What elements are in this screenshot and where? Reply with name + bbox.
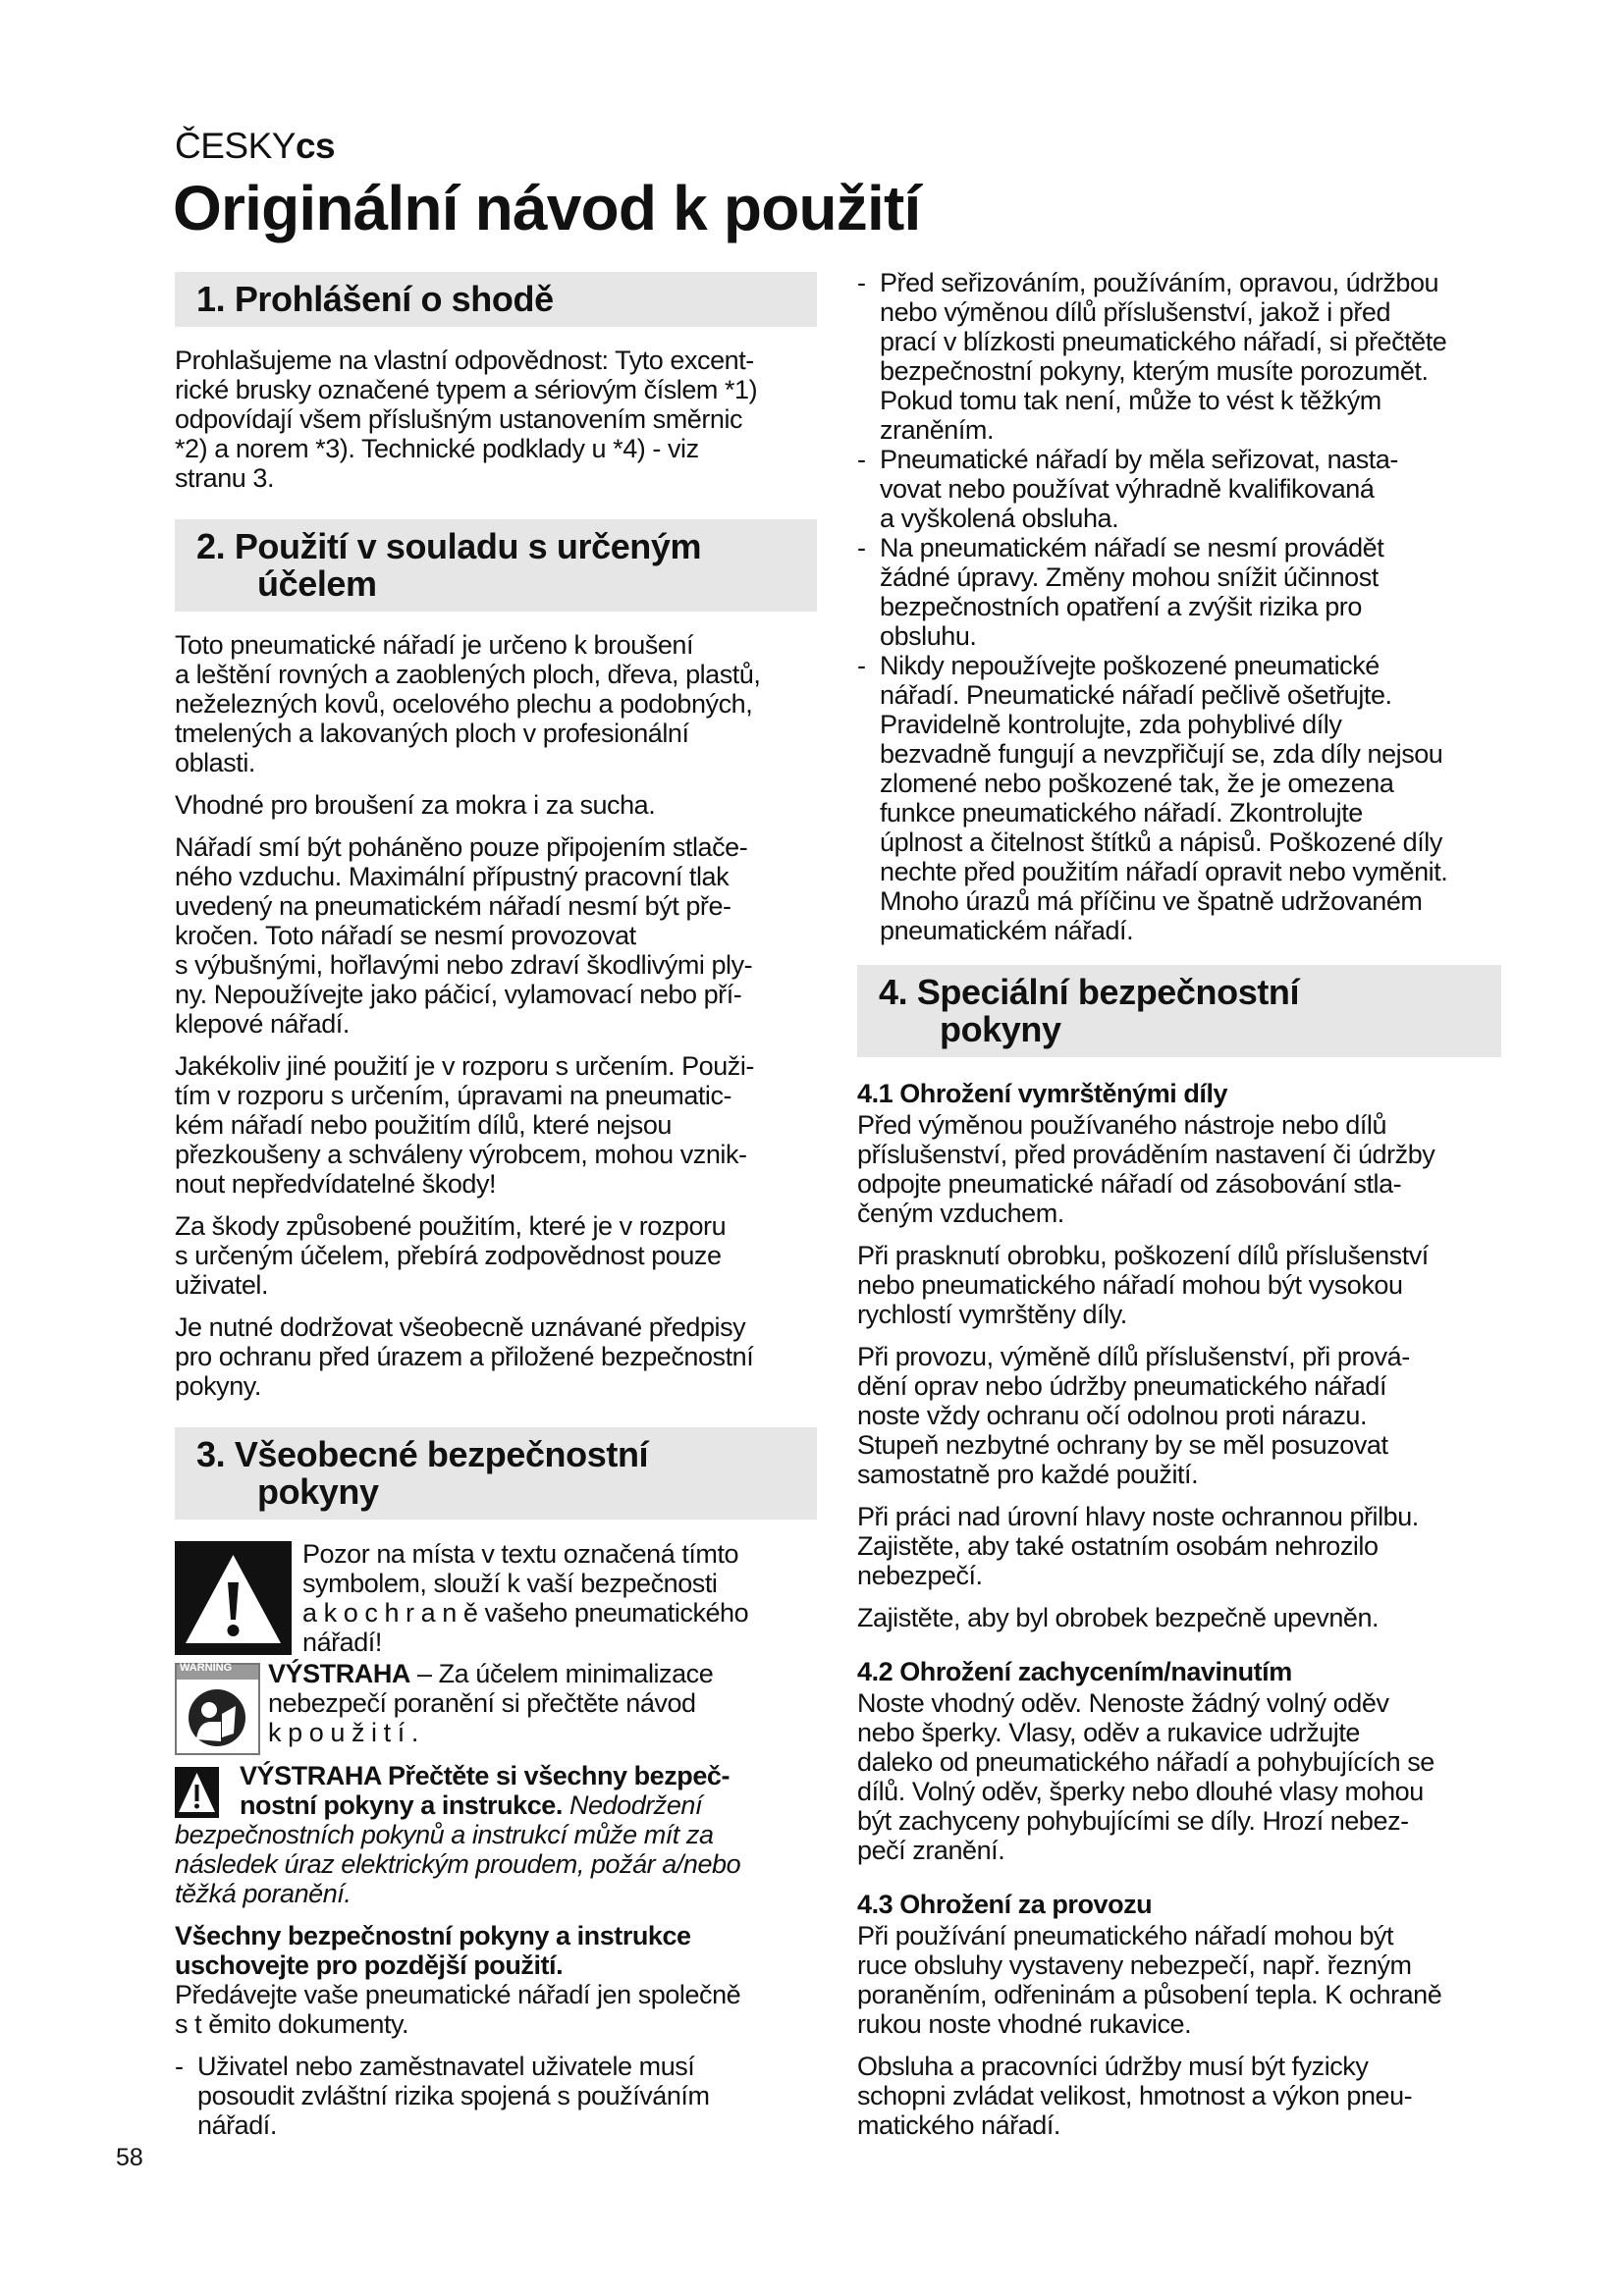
text-line: být zachyceny pohybujícími se díly. Hrozí nebez- bbox=[857, 1806, 1409, 1836]
text-line: neželezných kovů, ocelového plechu a podobných, bbox=[175, 689, 753, 719]
text-line: pro ochranu před úrazem a přiložené bezpečnostní bbox=[175, 1342, 754, 1371]
symbol-note-text bbox=[302, 1539, 748, 1657]
subsection-4-1-heading: 4.1 Ohrožení vymrštěnými díly bbox=[857, 1079, 1228, 1108]
text-line: oblasti. bbox=[175, 748, 255, 777]
text-line: 1. Prohlášení o shodě bbox=[196, 279, 554, 319]
bullet-item bbox=[857, 268, 1501, 445]
warning-read-all bbox=[175, 1761, 817, 1908]
paragraph bbox=[857, 1241, 1501, 1329]
section-2-body bbox=[175, 630, 817, 1401]
warning-heading-line: nostní pokyny a instrukce. bbox=[240, 1790, 563, 1820]
warning-triangle-icon bbox=[175, 1541, 292, 1655]
text-line: ného vzduchu. Maximální přípustný pracovní tlak bbox=[175, 862, 730, 891]
paragraph bbox=[175, 1211, 817, 1300]
warning-text-line: – Za účelem minimalizace bbox=[409, 1659, 714, 1688]
text-line: ruce obsluhy vystaveny nebezpečí, např. řezným bbox=[857, 1950, 1412, 1980]
bullet-dash: - bbox=[175, 2052, 184, 2081]
subsection-4-2-heading: 4.2 Ohrožení zachycením/navinutím bbox=[857, 1657, 1292, 1686]
bullet-item bbox=[857, 533, 1501, 651]
paragraph bbox=[857, 1342, 1501, 1489]
text-line: a k o c h r a n ě vašeho pneumatického bbox=[302, 1598, 749, 1628]
warning-read-manual bbox=[175, 1659, 817, 1761]
warning-text-line: k p o u ž i t í . bbox=[268, 1718, 418, 1747]
subsection-4-2-body bbox=[857, 1688, 1501, 1865]
text-line: obsluhu. bbox=[880, 621, 977, 651]
page-number: 58 bbox=[116, 2144, 143, 2171]
text-line: čeným vzduchem. bbox=[857, 1199, 1064, 1228]
warning-heading-line: VÝSTRAHA Přečtěte si všechny bezpeč- bbox=[240, 1761, 730, 1790]
text-line: Jakékoliv jiné použití je v rozporu s určením. Použi- bbox=[175, 1051, 754, 1081]
text-line: dění oprav nebo údržby pneumatického nářadí bbox=[857, 1371, 1387, 1401]
bullet-item bbox=[857, 651, 1501, 945]
text-line: příslušenství, před prováděním nastavení či údržby bbox=[857, 1140, 1435, 1169]
text-line: posoudit zvláštní rizika spojená s používáním bbox=[197, 2081, 710, 2110]
text-line: symbolem, slouží k vaší bezpečnosti bbox=[302, 1569, 718, 1598]
bullet-dash: - bbox=[857, 445, 866, 474]
text-line: zlomené nebo poškozené tak, že je omezena bbox=[880, 769, 1394, 798]
text-line: a leštění rovných a zaoblených ploch, dřeva, plastů, bbox=[175, 660, 761, 689]
text-line: uschovejte pro pozdější použití. bbox=[175, 1950, 564, 1980]
warning-badge-text: WARNING bbox=[180, 1662, 233, 1674]
text-line: 3. Všeobecné bezpečnostní bbox=[196, 1434, 649, 1474]
text-line: žádné úpravy. Změny mohou snížit účinnost bbox=[880, 562, 1379, 592]
text-line: noste vždy ochranu očí odolnou proti nárazu. bbox=[857, 1401, 1368, 1430]
text-line: vovat nebo používat výhradně kvalifikovaná bbox=[880, 474, 1375, 504]
text-line: rukou noste vhodné rukavice. bbox=[857, 2009, 1192, 2039]
text-line: nebo výměnou dílů příslušenství, jakož i před bbox=[880, 297, 1391, 327]
right-bullet-list bbox=[857, 268, 1501, 945]
text-line: Obsluha a pracovníci údržby musí být fyzicky bbox=[857, 2052, 1369, 2081]
left-bullet-list bbox=[175, 2052, 817, 2140]
section-1-body bbox=[175, 346, 817, 493]
warning-italic-line: těžká poranění. bbox=[175, 1879, 352, 1908]
paragraph bbox=[175, 346, 817, 493]
text-line: nechte před použitím nářadí opravit nebo vyměnit. bbox=[880, 857, 1448, 886]
bullet-dash: - bbox=[857, 533, 866, 562]
text-line: zraněním. bbox=[880, 415, 994, 445]
section-4-heading bbox=[857, 965, 1501, 1057]
text-line: a vyškolená obsluha. bbox=[880, 504, 1119, 533]
text-line: Nikdy nepoužívejte poškozené pneumatické bbox=[880, 651, 1380, 680]
text-line: Při prasknutí obrobku, poškození dílů příslušenství bbox=[857, 1241, 1429, 1270]
text-line: nebo pneumatického nářadí mohou být vysokou bbox=[857, 1270, 1403, 1300]
text-line: 4. Speciální bezpečnostní bbox=[879, 972, 1300, 1012]
paragraph bbox=[857, 1603, 1501, 1632]
text-line: pneumatickém nářadí. bbox=[880, 916, 1134, 945]
text-line: bezpečnostních opatření a zvýšit rizika pro bbox=[880, 592, 1362, 621]
language-label bbox=[175, 126, 335, 167]
keep-instructions-text bbox=[175, 1980, 817, 2039]
text-line: daleko od pneumatického nářadí a pohybujících se bbox=[857, 1747, 1435, 1777]
subsection-4-3-body bbox=[857, 1921, 1501, 2140]
text-line: *2) a norem *3). Technické podklady u *4) - viz bbox=[175, 434, 699, 463]
text-line: Pozor na místa v textu označená tímto bbox=[302, 1539, 739, 1569]
text-line: 2. Použití v souladu s určeným bbox=[196, 526, 702, 566]
symbol-note bbox=[175, 1539, 817, 1659]
text-line: prací v blízkosti pneumatického nářadí, si přečtěte bbox=[880, 327, 1447, 356]
text-line: bezvadně fungují a nevzpřičují se, zda díly nejsou bbox=[880, 739, 1443, 769]
warning-italic-line: Nedodržení bbox=[562, 1790, 703, 1820]
text-line: uvedený na pneumatickém nářadí nesmí být pře- bbox=[175, 891, 731, 921]
text-line: Před seřizováním, používáním, opravou, údržbou bbox=[880, 268, 1439, 297]
text-line: s určeným účelem, přebírá zodpovědnost pouze bbox=[175, 1241, 722, 1270]
warning-text-line: nebezpečí poranění si přečtěte návod bbox=[268, 1688, 696, 1718]
text-line: odpojte pneumatické nářadí od zásobování stla- bbox=[857, 1169, 1402, 1199]
warning-label: VÝSTRAHA bbox=[268, 1659, 410, 1688]
text-line: nebezpečí. bbox=[857, 1561, 983, 1590]
text-line: Všechny bezpečnostní pokyny a instrukce bbox=[175, 1921, 691, 1950]
text-line: Stupeň nezbytné ochrany by se měl posuzovat bbox=[857, 1430, 1388, 1460]
bullet-item bbox=[175, 2052, 817, 2140]
text-line: Pokud tomu tak není, může to vést k těžkým bbox=[880, 386, 1381, 415]
text-line: odpovídají všem příslušným ustanovením směrnic bbox=[175, 404, 743, 434]
text-line: Pneumatické nářadí by měla seřizovat, nasta- bbox=[880, 445, 1398, 474]
text-line: Při práci nad úrovní hlavy noste ochrannou přilbu. bbox=[857, 1502, 1419, 1531]
text-line: kém nářadí nebo použitím dílů, které nejsou bbox=[175, 1110, 672, 1140]
paragraph bbox=[175, 832, 817, 1039]
text-line: Mnoho úrazů má příčinu ve špatně udržovaném bbox=[880, 886, 1423, 916]
keep-instructions-heading bbox=[175, 1921, 817, 1980]
paragraph bbox=[175, 1312, 817, 1401]
right-column bbox=[857, 268, 1501, 2153]
left-column bbox=[175, 272, 817, 2140]
language-code: cs bbox=[295, 126, 336, 166]
text-line: Zajistěte, aby také ostatním osobám nehrozilo bbox=[857, 1531, 1379, 1561]
bullet-dash: - bbox=[857, 268, 866, 297]
text-line: nářadí. bbox=[197, 2110, 277, 2140]
text-line: tmelených a lakovaných ploch v profesionální bbox=[175, 719, 689, 748]
text-line: ny. Nepoužívejte jako páčicí, vylamovací nebo pří- bbox=[175, 980, 742, 1009]
bullet-item bbox=[857, 445, 1501, 533]
text-line: nářadí! bbox=[302, 1628, 382, 1657]
text-line: pokyny. bbox=[175, 1371, 261, 1401]
text-line: samostatně pro každé použití. bbox=[857, 1460, 1199, 1489]
text-line: Nářadí smí být poháněno pouze připojením stlače- bbox=[175, 832, 748, 862]
text-line: tím v rozporu s určením, úpravami na pneumatic- bbox=[175, 1081, 732, 1110]
text-line: Vhodné pro broušení za mokra i za sucha. bbox=[175, 790, 656, 820]
paragraph bbox=[175, 1051, 817, 1199]
text-line: pokyny bbox=[257, 1471, 379, 1512]
text-line: poraněním, odřeninám a působení tepla. K ochraně bbox=[857, 1980, 1442, 2009]
text-line: nout nepředvídatelné škody! bbox=[175, 1169, 497, 1199]
paragraph bbox=[857, 1921, 1501, 2039]
text-line: Noste vhodný oděv. Nenoste žádný volný oděv bbox=[857, 1688, 1389, 1718]
text-line: Předávejte vaše pneumatické nářadí jen společně bbox=[175, 1980, 741, 2009]
paragraph bbox=[175, 790, 817, 820]
text-line: účelem bbox=[257, 563, 377, 604]
text-line: Zajistěte, aby byl obrobek bezpečně upevněn. bbox=[857, 1603, 1380, 1632]
paragraph bbox=[857, 2052, 1501, 2140]
text-line: pokyny bbox=[940, 1009, 1061, 1049]
text-line: Při provozu, výměně dílů příslušenství, při prová- bbox=[857, 1342, 1410, 1371]
subsection-4-1-body bbox=[857, 1110, 1501, 1632]
text-line: uživatel. bbox=[175, 1270, 268, 1300]
paragraph bbox=[857, 1688, 1501, 1865]
section-1-heading bbox=[175, 272, 817, 327]
paragraph bbox=[857, 1110, 1501, 1228]
text-line: Za škody způsobené použitím, které je v rozporu bbox=[175, 1211, 727, 1241]
text-line: Při používání pneumatického nářadí mohou být bbox=[857, 1921, 1394, 1950]
text-line: Na pneumatickém nářadí se nesmí provádět bbox=[880, 533, 1384, 562]
text-line: s výbušnými, hořlavými nebo zdraví škodlivými ply- bbox=[175, 950, 753, 980]
text-line: rychlostí vymrštěny díly. bbox=[857, 1300, 1127, 1329]
text-line: dílů. Volný oděv, šperky nebo dlouhé vlasy mohou bbox=[857, 1777, 1424, 1806]
text-line: Prohlašujeme na vlastní odpovědnost: Tyto excent- bbox=[175, 346, 754, 375]
text-line: schopni zvládat velikost, hmotnost a výkon pneu- bbox=[857, 2081, 1413, 2110]
page-title: Originální návod k použití bbox=[173, 173, 921, 243]
text-line: Před výměnou používaného nástroje nebo dílů bbox=[857, 1110, 1387, 1140]
warning-italic-line: následek úraz elektrickým proudem, požár a/nebo bbox=[175, 1849, 741, 1879]
language-name: ČESKY bbox=[175, 126, 296, 166]
text-line: Je nutné dodržovat všeobecně uznávané předpisy bbox=[175, 1312, 746, 1342]
small-warning-triangle-icon bbox=[175, 1767, 219, 1818]
text-line: funkce pneumatického nářadí. Zkontrolujte bbox=[880, 798, 1363, 828]
text-line: matického nářadí. bbox=[857, 2110, 1060, 2140]
text-line: Pravidelně kontrolujte, zda pohyblivé díly bbox=[880, 710, 1342, 739]
text-line: kročen. Toto nářadí se nesmí provozovat bbox=[175, 921, 636, 950]
warning-italic-line: bezpečnostních pokynů a instrukcí může mít za bbox=[175, 1820, 714, 1849]
text-line: stranu 3. bbox=[175, 463, 275, 493]
text-line: bezpečnostní pokyny, kterým musíte porozumět. bbox=[880, 356, 1429, 386]
text-line: přezkoušeny a schváleny výrobcem, mohou vznik- bbox=[175, 1140, 747, 1169]
section-2-heading bbox=[175, 519, 817, 612]
text-line: pečí zranění. bbox=[857, 1836, 1005, 1865]
text-line: s t ěmito dokumenty. bbox=[175, 2009, 409, 2039]
read-manual-warning-icon bbox=[175, 1663, 260, 1755]
paragraph bbox=[857, 1502, 1501, 1590]
paragraph bbox=[175, 630, 817, 777]
subsection-4-3-heading: 4.3 Ohrožení za provozu bbox=[857, 1890, 1153, 1919]
text-line: rické brusky označené typem a sériovým číslem *1) bbox=[175, 375, 758, 404]
bullet-dash: - bbox=[857, 651, 866, 680]
text-line: nářadí. Pneumatické nářadí pečlivě ošetřujte. bbox=[880, 680, 1392, 710]
section-3-heading bbox=[175, 1427, 817, 1520]
text-line: Uživatel nebo zaměstnavatel uživatele musí bbox=[197, 2052, 695, 2081]
text-line: klepové nářadí. bbox=[175, 1009, 350, 1039]
text-line: nebo šperky. Vlasy, oděv a rukavice udržujte bbox=[857, 1718, 1360, 1747]
text-line: úplnost a čitelnost štítků a nápisů. Poškozené díly bbox=[880, 828, 1442, 857]
text-line: Toto pneumatické nářadí je určeno k broušení bbox=[175, 630, 694, 660]
